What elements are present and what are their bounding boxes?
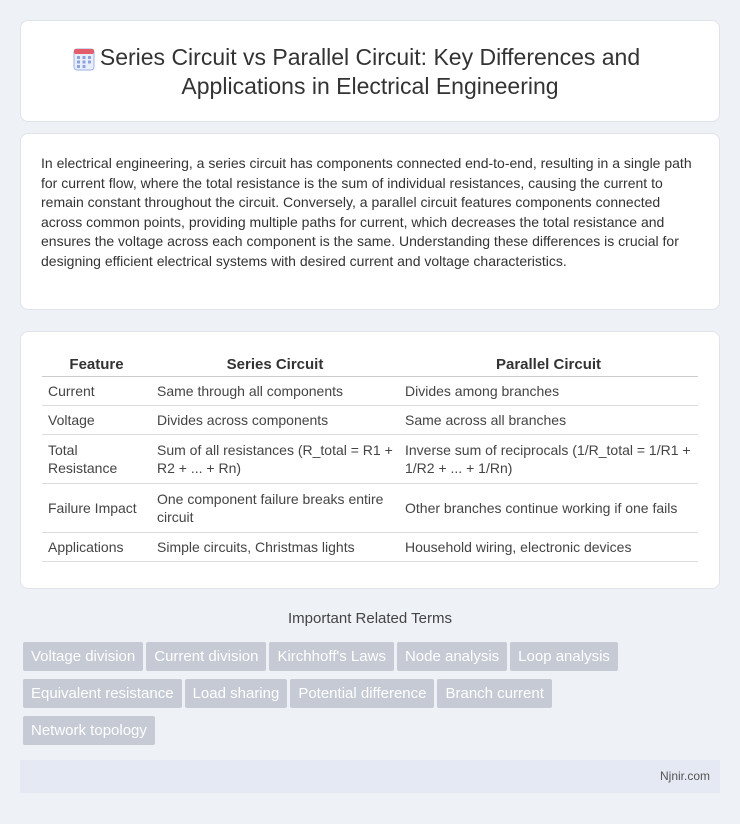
- table-row: [42, 533, 698, 562]
- row-parallel: Same across all branches: [399, 406, 698, 435]
- intro-paragraph: In electrical engineering, a series circuit has components connected end-to-end, resulting in a single path for current flow, where the total resistance is the sum of individual resistances, causing the current to remain constant throughout the circuit. Conversely, a parallel circuit features components connected across common points, providing multiple paths for current, which decreases the total resistance and ensures the voltage across each component is the same. Understanding these differences is crucial for designing efficient electrical systems with desired current and voltage characteristics.: [41, 155, 692, 269]
- comparison-card: [20, 331, 720, 589]
- row-series: Divides across components: [151, 406, 399, 435]
- table-row: [42, 435, 698, 484]
- row-feature: Failure Impact: [42, 484, 151, 533]
- row-feature: Total Resistance: [42, 435, 151, 484]
- term-tag[interactable]: Network topology: [23, 716, 155, 745]
- row-parallel: Divides among branches: [399, 377, 698, 406]
- term-tag[interactable]: Load sharing: [185, 679, 288, 708]
- header-parallel: Parallel Circuit: [399, 354, 698, 377]
- footer: [20, 760, 720, 793]
- term-tag[interactable]: Equivalent resistance: [23, 679, 182, 708]
- row-series: Simple circuits, Christmas lights: [151, 533, 399, 562]
- row-feature: Applications: [42, 533, 151, 562]
- page-title-line-1: Series Circuit vs Parallel Circuit: Key Differences and: [99, 44, 641, 70]
- term-tag[interactable]: Kirchhoff's Laws: [269, 642, 393, 671]
- table-row: [42, 484, 698, 533]
- intro-card: [20, 133, 720, 310]
- table-row: [42, 377, 698, 406]
- term-tag[interactable]: Branch current: [437, 679, 551, 708]
- row-series: Same through all components: [151, 377, 399, 406]
- term-tag[interactable]: Voltage division: [23, 642, 143, 671]
- row-parallel: Inverse sum of reciprocals (1/R_total = 1/R1 + 1/R2 + ... + 1/Rn): [399, 435, 698, 484]
- title-card: [20, 20, 720, 122]
- term-tag[interactable]: Node analysis: [397, 642, 507, 671]
- row-parallel: Other branches continue working if one fails: [399, 484, 698, 533]
- header-feature: Feature: [42, 354, 151, 377]
- term-tag[interactable]: Loop analysis: [510, 642, 618, 671]
- table-header-row: [42, 354, 698, 377]
- row-series: Sum of all resistances (R_total = R1 + R2 + ... + Rn): [151, 435, 399, 484]
- row-feature: Current: [42, 377, 151, 406]
- term-tag[interactable]: Potential difference: [290, 679, 434, 708]
- term-tag[interactable]: Current division: [146, 642, 266, 671]
- header-series: Series Circuit: [151, 354, 399, 377]
- row-feature: Voltage: [42, 406, 151, 435]
- row-parallel: Household wiring, electronic devices: [399, 533, 698, 562]
- related-terms-list: [23, 642, 703, 753]
- row-series: One component failure breaks entire circuit: [151, 484, 399, 533]
- page-title-line-2: Applications in Electrical Engineering: [181, 73, 559, 99]
- footer-site-link[interactable]: Njnir.com: [659, 769, 710, 783]
- table-row: [42, 406, 698, 435]
- page-title: [21, 43, 719, 101]
- comparison-table: [42, 354, 698, 562]
- related-terms-heading: Important Related Terms: [288, 610, 452, 627]
